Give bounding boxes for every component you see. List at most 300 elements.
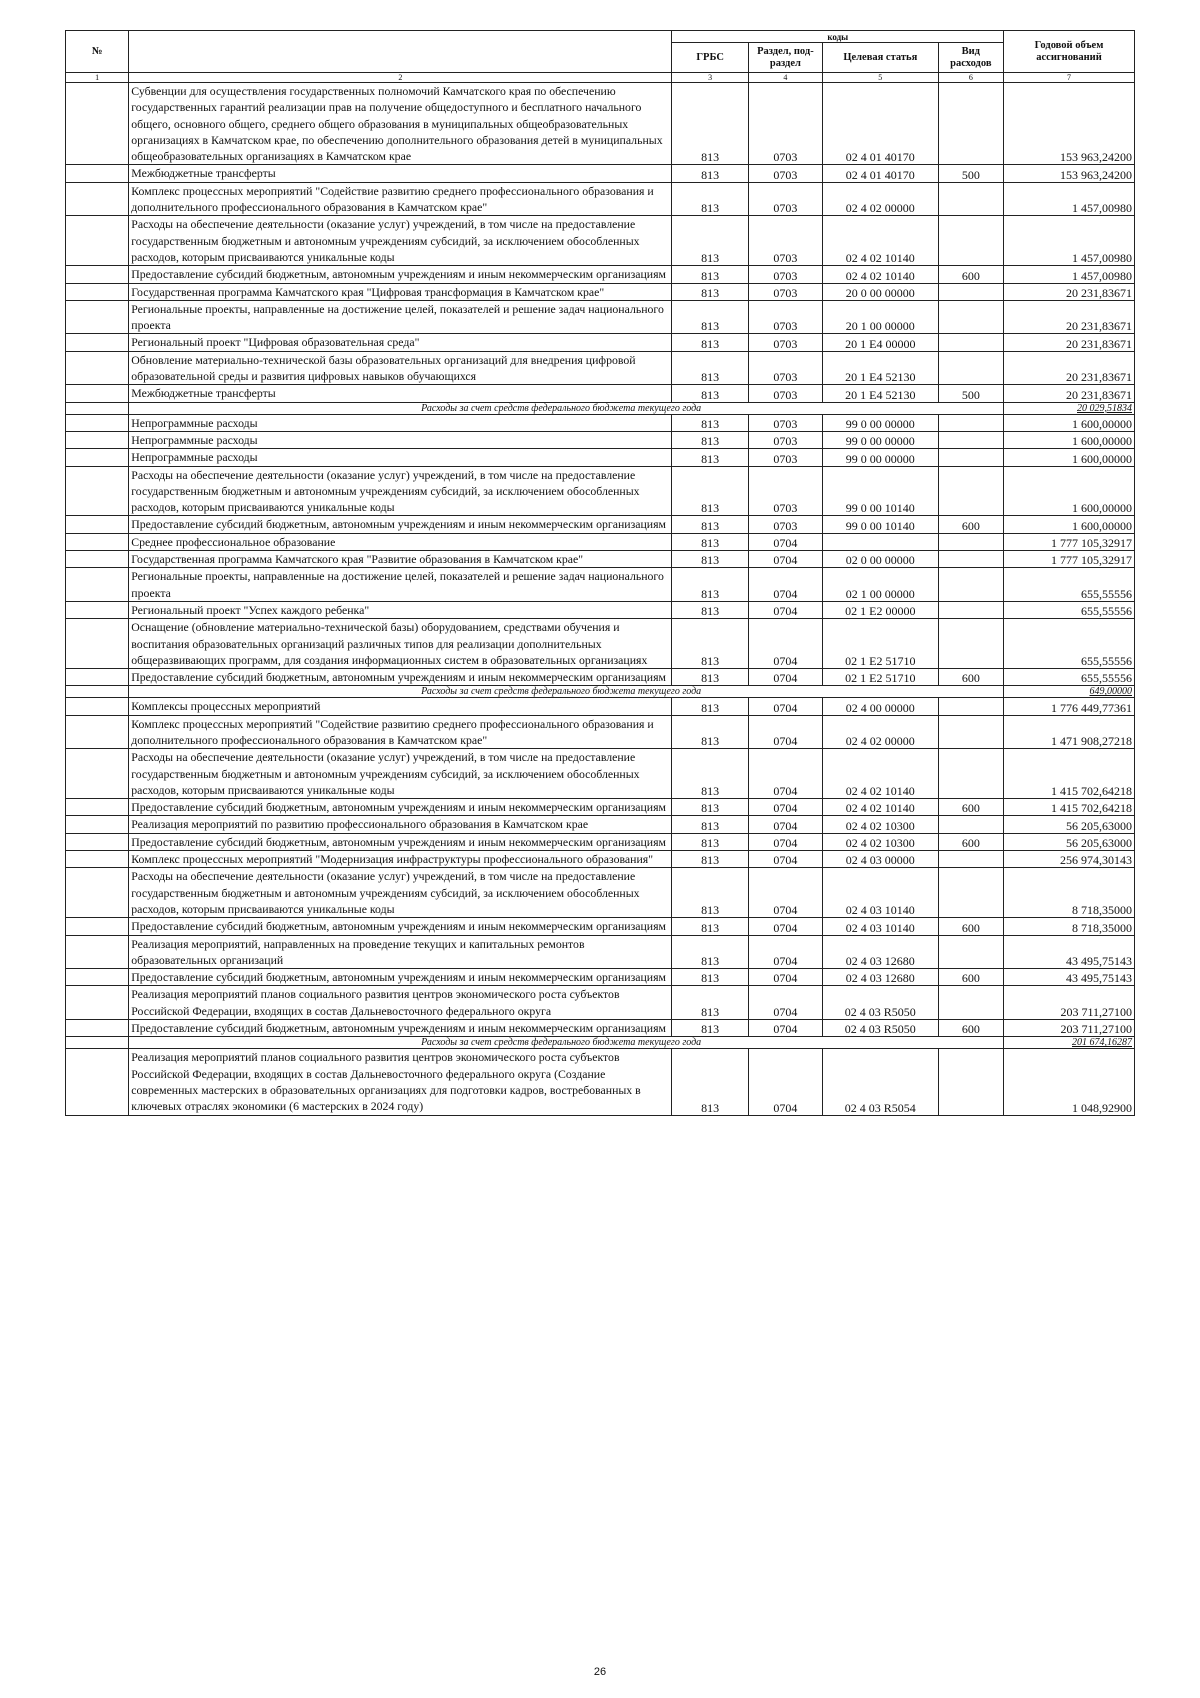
column-index: 7 <box>1004 73 1135 83</box>
row-name: Среднее профессиональное образование <box>129 533 672 550</box>
row-name: Государственная программа Камчатского края "Развитие образования в Камчатском крае" <box>129 551 672 568</box>
table-row <box>66 868 1135 918</box>
row-grbs: 813 <box>672 516 748 533</box>
row-section: 0703 <box>748 449 822 466</box>
row-amount: 1 471 908,27218 <box>1004 715 1135 749</box>
row-target: 02 1 00 00000 <box>822 568 938 602</box>
row-amount: 655,55556 <box>1004 619 1135 669</box>
table-row <box>66 449 1135 466</box>
row-section: 0704 <box>748 986 822 1020</box>
row-kind <box>938 182 1003 216</box>
row-name: Предоставление субсидий бюджетным, автономным учреждениям и иным некоммерческим организациям <box>129 969 672 986</box>
row-number-cell <box>66 414 129 431</box>
row-kind <box>938 868 1003 918</box>
row-amount: 43 495,75143 <box>1004 969 1135 986</box>
row-grbs: 813 <box>672 182 748 216</box>
row-grbs: 813 <box>672 533 748 550</box>
row-number-cell <box>66 283 129 300</box>
row-target: 99 0 00 10140 <box>822 466 938 516</box>
note-label: Расходы за счет средств федерального бюджета текущего года <box>129 686 1004 698</box>
row-grbs: 813 <box>672 466 748 516</box>
row-name: Региональный проект "Успех каждого ребенка" <box>129 601 672 618</box>
note-amount: 201 674,16287 <box>1004 1037 1135 1049</box>
row-target: 99 0 00 00000 <box>822 431 938 448</box>
row-number-cell <box>66 216 129 266</box>
row-grbs: 813 <box>672 165 748 182</box>
row-amount: 1 457,00980 <box>1004 182 1135 216</box>
row-kind <box>938 568 1003 602</box>
row-section: 0704 <box>748 816 822 833</box>
row-amount: 20 231,83671 <box>1004 300 1135 334</box>
row-name: Комплекс процессных мероприятий "Содействие развитию среднего профессионального образования и дополнительного профессионального образования в Камчатском крае" <box>129 182 672 216</box>
table-row <box>66 165 1135 182</box>
row-section: 0704 <box>748 749 822 799</box>
federal-budget-note-row <box>66 686 1135 698</box>
row-name: Межбюджетные трансферты <box>129 165 672 182</box>
row-grbs: 813 <box>672 266 748 283</box>
row-target: 99 0 00 10140 <box>822 516 938 533</box>
table-row <box>66 385 1135 402</box>
table-row <box>66 266 1135 283</box>
row-kind <box>938 1049 1003 1115</box>
row-target: 02 4 01 40170 <box>822 83 938 165</box>
row-amount: 655,55556 <box>1004 568 1135 602</box>
row-grbs: 813 <box>672 986 748 1020</box>
row-name: Предоставление субсидий бюджетным, автономным учреждениям и иным некоммерческим организациям <box>129 833 672 850</box>
row-number-cell <box>66 466 129 516</box>
row-target: 02 4 02 10140 <box>822 799 938 816</box>
table-row <box>66 799 1135 816</box>
row-section: 0703 <box>748 516 822 533</box>
row-amount: 1 457,00980 <box>1004 216 1135 266</box>
row-amount: 43 495,75143 <box>1004 935 1135 969</box>
row-name: Реализация мероприятий планов социального развития центров экономического роста субъектов Российской Федерации, входящих в состав Дальневосточного федерального округа <box>129 986 672 1020</box>
row-section: 0703 <box>748 466 822 516</box>
row-grbs: 813 <box>672 283 748 300</box>
row-amount: 1 415 702,64218 <box>1004 799 1135 816</box>
row-number-cell <box>66 986 129 1020</box>
row-amount: 20 231,83671 <box>1004 351 1135 385</box>
row-grbs: 813 <box>672 833 748 850</box>
row-kind <box>938 351 1003 385</box>
row-section: 0703 <box>748 83 822 165</box>
row-number-cell <box>66 851 129 868</box>
row-section: 0703 <box>748 165 822 182</box>
row-section: 0704 <box>748 868 822 918</box>
table-row <box>66 182 1135 216</box>
row-section: 0704 <box>748 601 822 618</box>
row-target: 02 1 Е2 51710 <box>822 669 938 686</box>
row-kind <box>938 300 1003 334</box>
note-amount: 649,00000 <box>1004 686 1135 698</box>
budget-sheet <box>65 30 1135 1116</box>
table-row <box>66 466 1135 516</box>
row-amount: 1 457,00980 <box>1004 266 1135 283</box>
row-number-cell <box>66 533 129 550</box>
row-number-cell <box>66 619 129 669</box>
table-row <box>66 851 1135 868</box>
row-grbs: 813 <box>672 1049 748 1115</box>
row-amount: 1 776 449,77361 <box>1004 698 1135 715</box>
row-number-cell <box>66 868 129 918</box>
row-grbs: 813 <box>672 799 748 816</box>
row-grbs: 813 <box>672 918 748 935</box>
row-name: Реализация мероприятий планов социального развития центров экономического роста субъектов Российской Федерации, входящих в состав Дальневосточного федерального округа (Создание современных мастерских в образовательных организациях для подготовки кадров, востребованных в ключевых отраслях экономики (6 мастерских в 2024 году) <box>129 1049 672 1115</box>
row-number-cell <box>66 715 129 749</box>
row-grbs: 813 <box>672 551 748 568</box>
page-number: 26 <box>593 1666 607 1678</box>
row-number-cell <box>66 918 129 935</box>
row-name: Региональные проекты, направленные на достижение целей, показателей и решение задач национального проекта <box>129 300 672 334</box>
table-row <box>66 619 1135 669</box>
row-amount: 56 205,63000 <box>1004 833 1135 850</box>
row-grbs: 813 <box>672 935 748 969</box>
row-name: Предоставление субсидий бюджетным, автономным учреждениям и иным некоммерческим организациям <box>129 799 672 816</box>
row-section: 0704 <box>748 969 822 986</box>
row-amount: 1 777 105,32917 <box>1004 533 1135 550</box>
row-amount: 1 415 702,64218 <box>1004 749 1135 799</box>
row-grbs: 813 <box>672 334 748 351</box>
column-index: 3 <box>672 73 748 83</box>
row-target: 02 4 00 00000 <box>822 698 938 715</box>
row-target: 02 4 02 10300 <box>822 833 938 850</box>
row-target: 20 1 Е4 00000 <box>822 334 938 351</box>
note-label: Расходы за счет средств федерального бюджета текущего года <box>129 1037 1004 1049</box>
row-target <box>822 533 938 550</box>
budget-table <box>65 30 1135 1116</box>
table-row <box>66 749 1135 799</box>
header-codes: коды <box>672 31 1004 43</box>
row-target: 02 4 03 R5054 <box>822 1049 938 1115</box>
row-name: Комплекс процессных мероприятий "Модернизация инфраструктуры профессионального образования" <box>129 851 672 868</box>
row-amount: 203 711,27100 <box>1004 986 1135 1020</box>
row-number-cell <box>66 551 129 568</box>
row-grbs: 813 <box>672 698 748 715</box>
row-kind <box>938 216 1003 266</box>
row-kind: 600 <box>938 918 1003 935</box>
row-section: 0703 <box>748 283 822 300</box>
row-name: Расходы на обеспечение деятельности (оказание услуг) учреждений, в том числе на предоставление государственным бюджетным и автономным учреждениям субсидий, за исключением обособленных расходов, которым присваиваются уникальные коды <box>129 466 672 516</box>
row-kind: 600 <box>938 266 1003 283</box>
table-row <box>66 300 1135 334</box>
row-grbs: 813 <box>672 969 748 986</box>
row-grbs: 813 <box>672 669 748 686</box>
row-grbs: 813 <box>672 351 748 385</box>
note-amount: 20 029,51834 <box>1004 402 1135 414</box>
row-number-cell <box>66 402 129 414</box>
row-kind <box>938 749 1003 799</box>
row-target: 02 4 03 R5050 <box>822 1020 938 1037</box>
row-amount: 20 231,83671 <box>1004 283 1135 300</box>
row-name: Расходы на обеспечение деятельности (оказание услуг) учреждений, в том числе на предоставление государственным бюджетным и автономным учреждениям субсидий, за исключением обособленных расходов, которым присваиваются уникальные коды <box>129 216 672 266</box>
row-name: Обновление материально-технической базы образовательных организаций для внедрения цифровой образовательной среды и развития цифровых навыков обучающихся <box>129 351 672 385</box>
row-section: 0704 <box>748 851 822 868</box>
row-name: Комплексы процессных мероприятий <box>129 698 672 715</box>
row-number-cell <box>66 601 129 618</box>
row-kind <box>938 698 1003 715</box>
table-row <box>66 698 1135 715</box>
table-row <box>66 935 1135 969</box>
row-name: Непрограммные расходы <box>129 431 672 448</box>
row-kind: 600 <box>938 1020 1003 1037</box>
row-amount: 20 231,83671 <box>1004 385 1135 402</box>
row-number-cell <box>66 431 129 448</box>
row-section: 0704 <box>748 799 822 816</box>
row-amount: 8 718,35000 <box>1004 868 1135 918</box>
row-target: 02 1 Е2 00000 <box>822 601 938 618</box>
row-number-cell <box>66 698 129 715</box>
row-grbs: 813 <box>672 715 748 749</box>
table-row <box>66 969 1135 986</box>
row-amount: 1 600,00000 <box>1004 449 1135 466</box>
row-name: Региональные проекты, направленные на достижение целей, показателей и решение задач национального проекта <box>129 568 672 602</box>
table-row <box>66 83 1135 165</box>
federal-budget-note-row <box>66 402 1135 414</box>
column-index: 4 <box>748 73 822 83</box>
row-grbs: 813 <box>672 83 748 165</box>
header-amount: Годовой объем ассигнований <box>1004 31 1135 73</box>
row-target: 99 0 00 00000 <box>822 449 938 466</box>
row-kind <box>938 935 1003 969</box>
table-row <box>66 334 1135 351</box>
row-amount: 256 974,30143 <box>1004 851 1135 868</box>
row-name: Расходы на обеспечение деятельности (оказание услуг) учреждений, в том числе на предоставление государственным бюджетным и автономным учреждениям субсидий, за исключением обособленных расходов, которым присваиваются уникальные коды <box>129 749 672 799</box>
row-grbs: 813 <box>672 868 748 918</box>
row-name: Оснащение (обновление материально-технической базы) оборудованием, средствами обучения и воспитания образовательных организаций различных типов для реализации дополнительных общеразвивающих программ, для создания информационных систем в образовательных организациях <box>129 619 672 669</box>
row-number-cell <box>66 1049 129 1115</box>
row-number-cell <box>66 300 129 334</box>
row-section: 0704 <box>748 698 822 715</box>
row-amount: 1 600,00000 <box>1004 431 1135 448</box>
row-section: 0703 <box>748 414 822 431</box>
row-target: 20 0 00 00000 <box>822 283 938 300</box>
table-body <box>66 83 1135 1116</box>
row-amount: 655,55556 <box>1004 601 1135 618</box>
column-index: 6 <box>938 73 1003 83</box>
row-number-cell <box>66 165 129 182</box>
row-target: 02 4 03 10140 <box>822 918 938 935</box>
table-row <box>66 1020 1135 1037</box>
row-kind <box>938 986 1003 1020</box>
row-kind: 600 <box>938 799 1003 816</box>
row-number-cell <box>66 351 129 385</box>
row-kind <box>938 414 1003 431</box>
row-number-cell <box>66 516 129 533</box>
row-target: 02 4 03 12680 <box>822 935 938 969</box>
note-label: Расходы за счет средств федерального бюджета текущего года <box>129 402 1004 414</box>
row-name: Непрограммные расходы <box>129 449 672 466</box>
row-kind: 600 <box>938 669 1003 686</box>
column-index: 5 <box>822 73 938 83</box>
table-row <box>66 414 1135 431</box>
row-kind <box>938 83 1003 165</box>
table-row <box>66 516 1135 533</box>
row-section: 0703 <box>748 216 822 266</box>
row-section: 0704 <box>748 551 822 568</box>
row-amount: 1 600,00000 <box>1004 516 1135 533</box>
row-grbs: 813 <box>672 601 748 618</box>
row-target: 02 4 02 00000 <box>822 715 938 749</box>
column-index: 1 <box>66 73 129 83</box>
row-section: 0704 <box>748 533 822 550</box>
row-section: 0704 <box>748 669 822 686</box>
row-grbs: 813 <box>672 431 748 448</box>
row-section: 0704 <box>748 1049 822 1115</box>
table-row <box>66 833 1135 850</box>
table-row <box>66 918 1135 935</box>
table-row <box>66 1049 1135 1115</box>
row-name: Предоставление субсидий бюджетным, автономным учреждениям и иным некоммерческим организациям <box>129 1020 672 1037</box>
table-row <box>66 533 1135 550</box>
row-name: Государственная программа Камчатского края "Цифровая трансформация в Камчатском крае" <box>129 283 672 300</box>
row-number-cell <box>66 1020 129 1037</box>
row-amount: 20 231,83671 <box>1004 334 1135 351</box>
row-number-cell <box>66 182 129 216</box>
row-amount: 655,55556 <box>1004 669 1135 686</box>
row-number-cell <box>66 969 129 986</box>
table-row <box>66 351 1135 385</box>
row-amount: 153 963,24200 <box>1004 83 1135 165</box>
header-name <box>129 31 672 73</box>
row-grbs: 813 <box>672 449 748 466</box>
row-number-cell <box>66 816 129 833</box>
row-kind <box>938 449 1003 466</box>
row-kind <box>938 551 1003 568</box>
header-target: Целевая статья <box>822 43 938 73</box>
row-name: Комплекс процессных мероприятий "Содействие развитию среднего профессионального образования и дополнительного профессионального образования в Камчатском крае" <box>129 715 672 749</box>
row-grbs: 813 <box>672 749 748 799</box>
row-section: 0704 <box>748 935 822 969</box>
header-section: Раздел, под-раздел <box>748 43 822 73</box>
table-row <box>66 431 1135 448</box>
row-number-cell <box>66 83 129 165</box>
row-kind <box>938 851 1003 868</box>
table-row <box>66 986 1135 1020</box>
row-grbs: 813 <box>672 568 748 602</box>
row-section: 0703 <box>748 300 822 334</box>
table-row <box>66 715 1135 749</box>
row-amount: 56 205,63000 <box>1004 816 1135 833</box>
row-number-cell <box>66 749 129 799</box>
row-number-cell <box>66 686 129 698</box>
row-kind <box>938 601 1003 618</box>
row-target: 02 4 03 10140 <box>822 868 938 918</box>
row-section: 0703 <box>748 182 822 216</box>
row-kind <box>938 466 1003 516</box>
row-section: 0704 <box>748 619 822 669</box>
table-row <box>66 568 1135 602</box>
row-grbs: 813 <box>672 414 748 431</box>
row-name: Субвенции для осуществления государственных полномочий Камчатского края по обеспечению государственных гарантий реализации прав на получение общедоступного и бесплатного начального общего, основного общего, среднего общего образования в муниципальных общеобразовательных организациях в Камчатском крае, по обеспечению дополнительного образования детей в муниципальных общеобразовательных организациях в Камчатском крае <box>129 83 672 165</box>
row-name: Реализация мероприятий, направленных на проведение текущих и капитальных ремонтов образовательных организаций <box>129 935 672 969</box>
row-section: 0704 <box>748 568 822 602</box>
row-name: Межбюджетные трансферты <box>129 385 672 402</box>
row-section: 0704 <box>748 715 822 749</box>
row-target: 02 1 Е2 51710 <box>822 619 938 669</box>
row-grbs: 813 <box>672 1020 748 1037</box>
row-amount: 203 711,27100 <box>1004 1020 1135 1037</box>
row-kind: 600 <box>938 833 1003 850</box>
row-target: 02 4 03 00000 <box>822 851 938 868</box>
row-kind <box>938 533 1003 550</box>
table-row <box>66 551 1135 568</box>
table-row <box>66 601 1135 618</box>
row-kind: 600 <box>938 969 1003 986</box>
row-name: Предоставление субсидий бюджетным, автономным учреждениям и иным некоммерческим организациям <box>129 918 672 935</box>
row-number-cell <box>66 334 129 351</box>
row-name: Реализация мероприятий по развитию профессионального образования в Камчатском крае <box>129 816 672 833</box>
row-section: 0703 <box>748 385 822 402</box>
column-index: 2 <box>129 73 672 83</box>
row-name: Предоставление субсидий бюджетным, автономным учреждениям и иным некоммерческим организациям <box>129 516 672 533</box>
row-amount: 1 600,00000 <box>1004 414 1135 431</box>
row-target: 02 4 02 10140 <box>822 749 938 799</box>
row-target: 02 4 03 12680 <box>822 969 938 986</box>
row-kind <box>938 283 1003 300</box>
row-target: 02 4 02 10140 <box>822 216 938 266</box>
row-target: 02 4 01 40170 <box>822 165 938 182</box>
row-number-cell <box>66 266 129 283</box>
row-number-cell <box>66 1037 129 1049</box>
row-grbs: 813 <box>672 385 748 402</box>
row-amount: 1 600,00000 <box>1004 466 1135 516</box>
table-row <box>66 283 1135 300</box>
row-target: 02 4 02 00000 <box>822 182 938 216</box>
row-target: 99 0 00 00000 <box>822 414 938 431</box>
header-grbs: ГРБС <box>672 43 748 73</box>
row-target: 02 0 00 00000 <box>822 551 938 568</box>
row-name: Предоставление субсидий бюджетным, автономным учреждениям и иным некоммерческим организациям <box>129 669 672 686</box>
row-name: Региональный проект "Цифровая образовательная среда" <box>129 334 672 351</box>
table-row <box>66 669 1135 686</box>
row-section: 0703 <box>748 334 822 351</box>
row-grbs: 813 <box>672 216 748 266</box>
row-number-cell <box>66 568 129 602</box>
row-kind <box>938 619 1003 669</box>
row-section: 0703 <box>748 351 822 385</box>
row-grbs: 813 <box>672 300 748 334</box>
row-kind <box>938 431 1003 448</box>
row-number-cell <box>66 385 129 402</box>
row-section: 0704 <box>748 1020 822 1037</box>
row-grbs: 813 <box>672 816 748 833</box>
row-section: 0703 <box>748 431 822 448</box>
row-target: 20 1 Е4 52130 <box>822 385 938 402</box>
row-section: 0704 <box>748 918 822 935</box>
row-name: Предоставление субсидий бюджетным, автономным учреждениям и иным некоммерческим организациям <box>129 266 672 283</box>
row-target: 02 4 02 10300 <box>822 816 938 833</box>
row-number-cell <box>66 449 129 466</box>
table-row <box>66 816 1135 833</box>
row-target: 02 4 02 10140 <box>822 266 938 283</box>
row-number-cell <box>66 669 129 686</box>
row-amount: 1 048,92900 <box>1004 1049 1135 1115</box>
row-target: 02 4 03 R5050 <box>822 986 938 1020</box>
row-amount: 1 777 105,32917 <box>1004 551 1135 568</box>
row-target: 20 1 Е4 52130 <box>822 351 938 385</box>
row-name: Непрограммные расходы <box>129 414 672 431</box>
row-number-cell <box>66 833 129 850</box>
row-number-cell <box>66 799 129 816</box>
row-kind: 600 <box>938 516 1003 533</box>
row-amount: 8 718,35000 <box>1004 918 1135 935</box>
row-kind <box>938 715 1003 749</box>
column-index-row <box>66 73 1135 83</box>
header-kind: Вид расходов <box>938 43 1003 73</box>
row-name: Расходы на обеспечение деятельности (оказание услуг) учреждений, в том числе на предоставление государственным бюджетным и автономным учреждениям субсидий, за исключением обособленных расходов, которым присваиваются уникальные коды <box>129 868 672 918</box>
row-section: 0703 <box>748 266 822 283</box>
row-target: 20 1 00 00000 <box>822 300 938 334</box>
